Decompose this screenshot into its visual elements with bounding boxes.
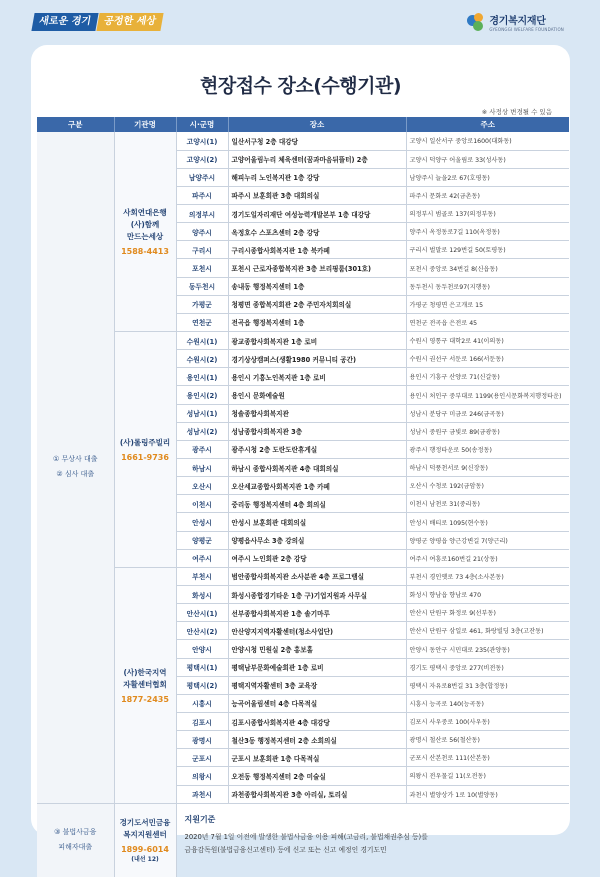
address-cell: 용인시 기흥구 산양로 71(신갈동): [406, 368, 569, 386]
city-cell: 가평군: [176, 295, 228, 313]
agency-cell: [114, 803, 176, 877]
city-cell: 오산시: [176, 477, 228, 495]
place-cell: 선부종합사회복지관 1층 솔기마루: [228, 604, 406, 622]
place-cell: 안성시 보훈회관 대회의실: [228, 513, 406, 531]
support-criteria-cell: [176, 803, 569, 877]
place-cell: 오전동 행정복지센터 2층 미술실: [228, 767, 406, 785]
address-cell: 시흥시 능곡로 140(능곡동): [406, 694, 569, 712]
address-cell: 부천시 경인옛로 73 4층(소사본동): [406, 567, 569, 585]
place-cell: 능곡어울림센터 4층 다목적실: [228, 694, 406, 712]
city-cell: 수원시(2): [176, 350, 228, 368]
address-cell: 오산시 수청로 192(금암동): [406, 477, 569, 495]
place-cell: 포천시 근로자종합복지관 3층 브리핑룸(301호): [228, 259, 406, 277]
city-cell: 의왕시: [176, 767, 228, 785]
agency-name: 복지지원센터: [123, 830, 167, 840]
header-city: 시·군명: [176, 117, 228, 132]
city-cell: 연천군: [176, 313, 228, 331]
city-cell: 광주시: [176, 440, 228, 458]
agency-cell: [114, 132, 176, 332]
category-label: 피해자대출: [58, 843, 93, 852]
agency-phone: 1899-6014: [121, 845, 169, 855]
category-victim-cell: [37, 803, 114, 877]
place-cell: 용인시 기흥노인복지관 1층 로비: [228, 368, 406, 386]
address-cell: 김포시 사우중로 100(사우동): [406, 713, 569, 731]
place-cell: 파주시 보훈회관 3층 대회의실: [228, 186, 406, 204]
place-cell: 성남종합사회복지관 3층: [228, 422, 406, 440]
table-row: [37, 132, 569, 150]
place-cell: 경기도일자리재단 여성능력개발본부 1층 대강당: [228, 205, 406, 223]
place-cell: 군포시 보훈회관 1층 다목적실: [228, 749, 406, 767]
place-cell: 전곡읍 행정복지센터 1층: [228, 313, 406, 331]
foundation-logo: [467, 12, 564, 32]
table-header-row: [37, 117, 569, 132]
agency-phone: 1877-2435: [121, 694, 169, 704]
agency-name: 자활센터협회: [123, 679, 167, 689]
city-cell: 성남시(1): [176, 404, 228, 422]
address-cell: 동두천시 동두천로97(지행동): [406, 277, 569, 295]
address-cell: 수원시 권선구 서둔로 166(서둔동): [406, 350, 569, 368]
slogan-part1: 새로운 경기: [31, 13, 98, 31]
place-cell: 안양시청 민원실 2층 홍보홀: [228, 640, 406, 658]
place-cell: 철산3동 행정복지센터 2층 소회의실: [228, 731, 406, 749]
category-label: ② 심사 대출: [56, 470, 95, 479]
agency-cell: [114, 332, 176, 568]
city-cell: 양평군: [176, 531, 228, 549]
city-cell: 시흥시: [176, 694, 228, 712]
city-cell: 남양주시: [176, 168, 228, 186]
city-cell: 구리시: [176, 241, 228, 259]
org-name: 경기복지재단: [489, 16, 546, 27]
city-cell: 수원시(1): [176, 332, 228, 350]
place-cell: 구리시종합사회복지관 1층 북카페: [228, 241, 406, 259]
place-cell: 과천종합사회복지관 3층 아리실, 토리실: [228, 785, 406, 803]
header-place: 장소: [228, 117, 406, 132]
category-label: ③ 불법사금융: [54, 828, 97, 837]
agency-name: (사)함께: [130, 220, 160, 230]
agency-extension: (내선 12): [131, 856, 159, 864]
place-cell: 양평읍사무소 3층 강의실: [228, 531, 406, 549]
city-cell: 평택시(1): [176, 658, 228, 676]
place-cell: 여주시 노인회관 2층 강당: [228, 549, 406, 567]
place-cell: 광교종합사회복지관 1층 로비: [228, 332, 406, 350]
address-cell: 안산시 단원구 삼일로 461, 화랑빌딩 3층(고잔동): [406, 622, 569, 640]
slogan-banner: [33, 13, 162, 31]
city-cell: 안양시: [176, 640, 228, 658]
city-cell: 광명시: [176, 731, 228, 749]
city-cell: 화성시: [176, 586, 228, 604]
criteria-text: 2020년 7월 1일 이전에 발생한 불법사금융 이용 피해(고금리, 불법채권추심 등)를: [184, 832, 428, 841]
address-cell: 안산시 단원구 화정로 9(선부동): [406, 604, 569, 622]
place-cell: 하남시 종합사회복지관 4층 대회의실: [228, 459, 406, 477]
address-cell: 과천시 별양상가 1로 10(별양동): [406, 785, 569, 803]
city-cell: 고양시(2): [176, 150, 228, 168]
agency-name: (사)롤링주빌리: [119, 437, 171, 447]
address-cell: 양주시 옥정동로7길 110(옥정동): [406, 223, 569, 241]
city-cell: 하남시: [176, 459, 228, 477]
logo-mark-icon: [467, 13, 485, 31]
city-cell: 평택시(2): [176, 676, 228, 694]
place-cell: 청솔종합사회복지관: [228, 404, 406, 422]
criteria-text: 금융감독원(불법금융신고센터) 등에 신고 또는 신고 예정인 경기도민: [184, 845, 387, 854]
address-cell: 안성시 배티로 1095(현수동): [406, 513, 569, 531]
city-cell: 의정부시: [176, 205, 228, 223]
city-cell: 군포시: [176, 749, 228, 767]
place-cell: 광주시청 2층 도란도란휴게실: [228, 440, 406, 458]
address-cell: 파주시 문화로 42(금촌동): [406, 186, 569, 204]
address-cell: 안양시 동안구 시민대로 235(관양동): [406, 640, 569, 658]
address-cell: 성남시 분당구 미금로 246(금곡동): [406, 404, 569, 422]
address-cell: 하남시 덕풍천서로 9(신장동): [406, 459, 569, 477]
agency-name: 만드는세상: [126, 232, 164, 242]
header-address: 주소: [406, 117, 569, 132]
page-title: 현장접수 장소(수행기관): [199, 75, 402, 97]
address-cell: 가평군 청평면 은고개로 15: [406, 295, 569, 313]
place-cell: 평택지역자활센터 3층 교육장: [228, 676, 406, 694]
city-cell: 이천시: [176, 495, 228, 513]
address-cell: 성남시 중원구 금빛로 89(금광동): [406, 422, 569, 440]
city-cell: 고양시(1): [176, 132, 228, 150]
city-cell: 안산시(1): [176, 604, 228, 622]
address-cell: 남양주시 늘을2로 67(호평동): [406, 168, 569, 186]
place-cell: 경기상상캠퍼스(생활1980 커뮤니티 공간): [228, 350, 406, 368]
criteria-title: 지원기준: [184, 814, 216, 824]
address-cell: 의정부시 범골로 137(의정부동): [406, 205, 569, 223]
address-cell: 군포시 산본천로 111(산본동): [406, 749, 569, 767]
table-row: [37, 803, 569, 877]
agency-phone: 1588-4413: [121, 247, 169, 257]
location-table: [37, 117, 569, 877]
agency-cell: [114, 567, 176, 803]
address-cell: 양평군 양평읍 양근강변길 7(양근리): [406, 531, 569, 549]
address-cell: 포천시 중앙로 34번길 8(신읍동): [406, 259, 569, 277]
address-cell: 고양시 일산서구 중앙로1600(대화동): [406, 132, 569, 150]
address-cell: 수원시 영통구 대학2로 41(이의동): [406, 332, 569, 350]
agency-name: 사회연대은행: [123, 208, 167, 218]
address-cell: 연천군 전곡읍 은전로 45: [406, 313, 569, 331]
city-cell: 파주시: [176, 186, 228, 204]
table-row: [37, 567, 569, 585]
place-cell: 중리동 행정복지센터 4층 회의실: [228, 495, 406, 513]
address-cell: 광명시 철산로 56(철산동): [406, 731, 569, 749]
place-cell: 화성시종합경기타운 1층 구)기업지원과 사무실: [228, 586, 406, 604]
city-cell: 김포시: [176, 713, 228, 731]
address-cell: 이천시 남천로 31(중리동): [406, 495, 569, 513]
header-category: 구분: [37, 117, 114, 132]
place-cell: 일산서구청 2층 대강당: [228, 132, 406, 150]
place-cell: 오산세교종합사회복지관 1층 카페: [228, 477, 406, 495]
change-note: ※ 사정상 변경될 수 있음: [481, 108, 552, 116]
category-loan-cell: [37, 132, 114, 803]
table-row: [37, 332, 569, 350]
place-cell: 김포시종합사회복지관 4층 대강당: [228, 713, 406, 731]
city-cell: 용인시(1): [176, 368, 228, 386]
slogan-part2: 공정한 세상: [96, 13, 163, 31]
place-cell: 옥정호수 스포츠센터 2층 강당: [228, 223, 406, 241]
top-bar: [0, 0, 600, 42]
place-cell: 용인시 문화예술원: [228, 386, 406, 404]
place-cell: 안산양지지역자활센터(청소사업단): [228, 622, 406, 640]
address-cell: 용인시 처인구 중부대로 1199(용인시문화복지행정타운): [406, 386, 569, 404]
place-cell: 송내동 행정복지센터 1층: [228, 277, 406, 295]
city-cell: 안성시: [176, 513, 228, 531]
address-cell: 의왕시 전우물길 11(오전동): [406, 767, 569, 785]
city-cell: 안산시(2): [176, 622, 228, 640]
header-agency: 기관명: [114, 117, 176, 132]
place-cell: 범안종합사회복지관 소사분관 4층 프로그램실: [228, 567, 406, 585]
agency-name: 경기도서민금융: [119, 818, 171, 828]
city-cell: 부천시: [176, 567, 228, 585]
address-cell: 고양시 덕양구 어울림로 33(성사동): [406, 150, 569, 168]
agency-name: (사)한국지역: [123, 667, 167, 677]
place-cell: 고양어울림누리 체육센터(꿈과마음뒤뜰터) 2층: [228, 150, 406, 168]
city-cell: 동두천시: [176, 277, 228, 295]
org-name-en: GYEONGGI WELFARE FOUNDATION: [489, 27, 564, 32]
city-cell: 과천시: [176, 785, 228, 803]
category-label: ① 무상사 대출: [52, 455, 98, 464]
address-cell: 화성시 향남읍 향남로 470: [406, 586, 569, 604]
city-cell: 포천시: [176, 259, 228, 277]
place-cell: 해피누리 노인복지관 1층 강당: [228, 168, 406, 186]
place-cell: 청평면 종합복지회관 2층 주민자치회의실: [228, 295, 406, 313]
address-cell: 경기도 평택시 중앙로 277(비전동): [406, 658, 569, 676]
address-cell: 구리시 벌말로 129번길 50(토평동): [406, 241, 569, 259]
agency-phone: 1661-9736: [121, 452, 169, 462]
address-cell: 평택시 자유로8번길 31 3층(합정동): [406, 676, 569, 694]
city-cell: 성남시(2): [176, 422, 228, 440]
city-cell: 용인시(2): [176, 386, 228, 404]
address-cell: 여주시 여흥로160번길 21(상동): [406, 549, 569, 567]
place-cell: 평택남부문화예술회관 1층 로비: [228, 658, 406, 676]
address-cell: 광주시 행정타운로 50(송정동): [406, 440, 569, 458]
city-cell: 여주시: [176, 549, 228, 567]
city-cell: 양주시: [176, 223, 228, 241]
